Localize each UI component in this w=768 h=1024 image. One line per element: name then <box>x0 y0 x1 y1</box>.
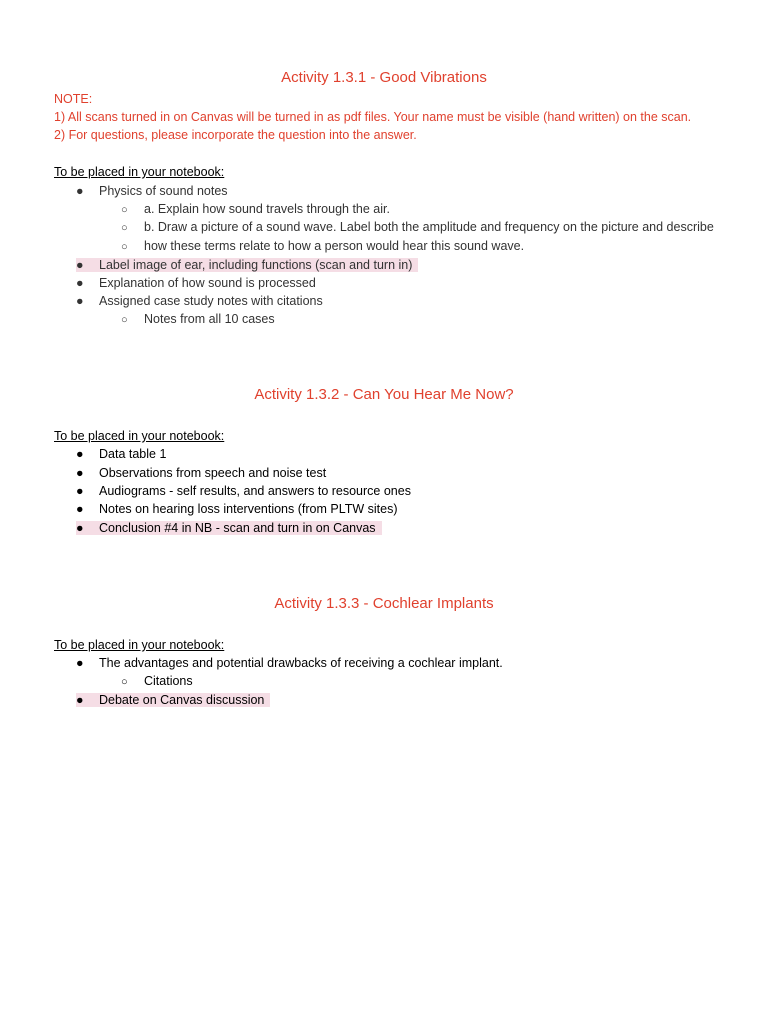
note-line: 1) All scans turned in on Canvas will be turned in as pdf files. Your name must be visible (hand written) on the scan. <box>54 110 692 124</box>
bullet-icon: ● <box>76 656 84 670</box>
notebook-heading: To be placed in your notebook: <box>54 429 225 443</box>
hollow-bullet-icon: ○ <box>121 204 128 216</box>
hollow-bullet-icon: ○ <box>121 676 128 688</box>
hollow-bullet-icon: ○ <box>121 241 128 253</box>
list-item <box>121 200 390 218</box>
list-item-highlighted <box>76 256 418 274</box>
bullet-icon: ● <box>76 521 84 535</box>
list-item <box>76 482 411 500</box>
bullet-icon: ● <box>76 447 84 461</box>
bullet-icon: ● <box>76 258 84 272</box>
list-item-text: The advantages and potential drawbacks of receiving a cochlear implant. <box>99 656 503 670</box>
note-line: 2) For questions, please incorporate the question into the answer. <box>54 128 417 142</box>
list-item-text: Conclusion #4 in NB - scan and turn in on Canvas <box>99 521 376 535</box>
notebook-heading: To be placed in your notebook: <box>54 638 225 652</box>
bullet-icon: ● <box>76 502 84 516</box>
list-item-text: Data table 1 <box>99 447 167 461</box>
list-item-text: Audiograms - self results, and answers to resource ones <box>99 484 411 498</box>
bullet-icon: ● <box>76 466 84 480</box>
list-item <box>76 182 228 200</box>
list-item <box>121 237 524 255</box>
bullet-icon: ● <box>76 184 84 198</box>
section-title: Activity 1.3.1 - Good Vibrations <box>281 69 487 86</box>
list-item <box>76 500 398 518</box>
list-item <box>121 218 714 236</box>
list-item <box>76 292 323 310</box>
hollow-bullet-icon: ○ <box>121 222 128 234</box>
list-item-text: Notes on hearing loss interventions (from PLTW sites) <box>99 502 398 516</box>
list-item-text: Debate on Canvas discussion <box>99 693 265 707</box>
list-item <box>76 445 166 463</box>
list-item <box>76 464 326 482</box>
bullet-icon: ● <box>76 276 84 290</box>
note-label: NOTE: <box>54 92 93 106</box>
list-item-text: Physics of sound notes <box>99 184 228 198</box>
highlight <box>76 258 418 272</box>
bullet-icon: ● <box>76 484 84 498</box>
list-item-text: Citations <box>144 674 193 688</box>
list-item-highlighted <box>76 519 382 537</box>
list-item-text: Assigned case study notes with citations <box>99 294 323 308</box>
list-item-text: Label image of ear, including functions (scan and turn in) <box>99 258 413 272</box>
hollow-bullet-icon: ○ <box>121 314 128 326</box>
list-item-text: how these terms relate to how a person would hear this sound wave. <box>144 239 525 253</box>
list-item-text: b. Draw a picture of a sound wave. Label both the amplitude and frequency on the picture and describe <box>144 220 714 234</box>
section-title: Activity 1.3.2 - Can You Hear Me Now? <box>254 386 514 403</box>
list-item-text: Notes from all 10 cases <box>144 312 275 326</box>
bullet-icon: ● <box>76 693 84 707</box>
notebook-heading: To be placed in your notebook: <box>54 165 225 179</box>
list-item-highlighted <box>76 691 270 709</box>
list-item <box>76 654 503 672</box>
list-item-text: Observations from speech and noise test <box>99 466 327 480</box>
list-item <box>76 274 316 292</box>
list-item <box>121 310 275 328</box>
list-item <box>121 672 193 690</box>
highlight <box>76 521 382 535</box>
list-item-text: a. Explain how sound travels through the air. <box>144 202 390 216</box>
section-title: Activity 1.3.3 - Cochlear Implants <box>274 595 494 612</box>
highlight <box>76 693 270 707</box>
list-item-text: Explanation of how sound is processed <box>99 276 316 290</box>
bullet-icon: ● <box>76 294 84 308</box>
